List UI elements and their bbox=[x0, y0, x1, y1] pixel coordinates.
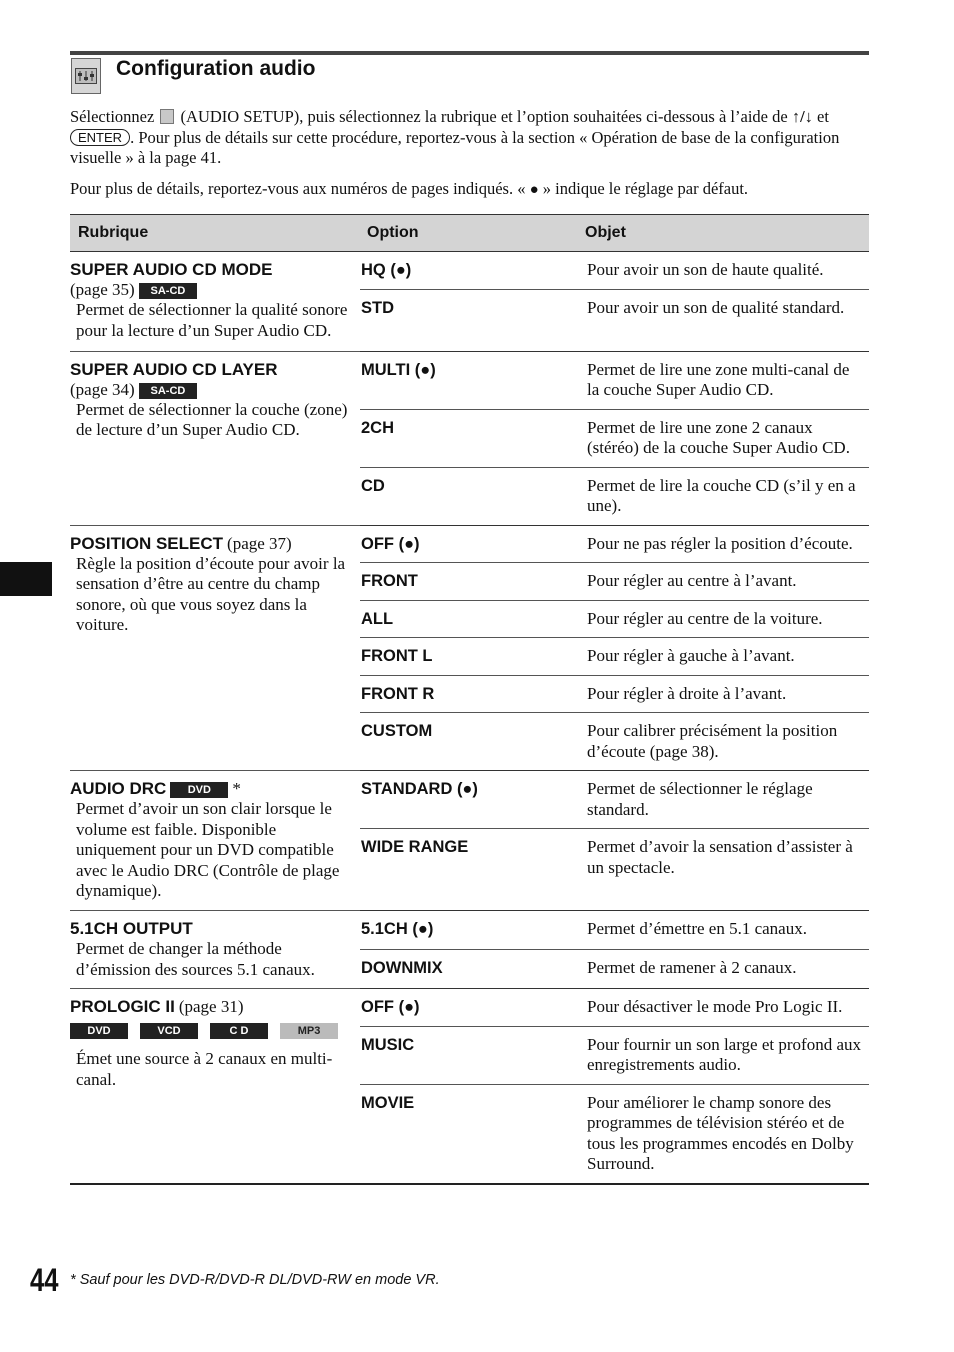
rubrique-desc: Permet de changer la méthode d’émission des sources 5.1 canaux. bbox=[76, 939, 315, 979]
objet-cell: Permet de ramener à 2 canaux. bbox=[578, 950, 869, 989]
sacd-badge: SA-CD bbox=[139, 283, 197, 299]
intro-paragraph: Sélectionnez (AUDIO SETUP), puis sélectionnez la rubrique et l’option souhaitées ci-dessous à l’aide de ↑/↓ et ENTER . Pour plus de détails sur cette procédure, reportez-vous à la section « Opération de base de la configuration visuelle » à la page 41. bbox=[70, 107, 840, 167]
page-ref: (page 35) bbox=[70, 280, 135, 299]
table-header-row bbox=[70, 215, 869, 252]
rubrique-cell bbox=[70, 525, 360, 771]
col-header-objet: Objet bbox=[578, 215, 869, 252]
audio-setup-inline-icon bbox=[160, 109, 174, 124]
rubrique-cell bbox=[70, 911, 360, 989]
footnote-mark: * bbox=[70, 1272, 76, 1288]
option-cell: FRONT L bbox=[360, 638, 578, 676]
option-cell: STD bbox=[360, 289, 578, 351]
option-cell: HQ (●) bbox=[360, 252, 578, 290]
objet-cell: Permet d’avoir la sensation d’assister à un spectacle. bbox=[578, 829, 869, 911]
option-cell: MUSIC bbox=[360, 1026, 578, 1084]
rubrique-desc: Émet une source à 2 canaux en multi-canal. bbox=[76, 1049, 333, 1089]
objet-cell: Pour fournir un son large et profond aux enregistrements audio. bbox=[578, 1026, 869, 1084]
objet-cell: Permet de lire une zone 2 canaux (stéréo) de la couche Super Audio CD. bbox=[578, 409, 869, 467]
objet-cell: Permet de lire la couche CD (s’il y en a une). bbox=[578, 467, 869, 525]
objet-cell: Permet d’émettre en 5.1 canaux. bbox=[578, 911, 869, 950]
option-cell: MULTI (●) bbox=[360, 351, 578, 409]
table-row bbox=[70, 252, 869, 290]
rubrique-cell bbox=[70, 252, 360, 352]
rubrique-cell bbox=[70, 351, 360, 525]
default-note: Pour plus de détails, reportez-vous aux numéros de pages indiqués. « ● » indique le réglage par défaut. bbox=[70, 179, 749, 198]
table-row bbox=[70, 351, 869, 409]
dvd-badge: DVD bbox=[70, 1023, 128, 1039]
option-cell: OFF (●) bbox=[360, 989, 578, 1027]
up-down-arrows-icon: ↑/↓ bbox=[791, 107, 813, 126]
col-header-option: Option bbox=[360, 215, 578, 252]
cd-badge: C D bbox=[210, 1023, 268, 1039]
option-cell: DOWNMIX bbox=[360, 950, 578, 989]
option-cell: MOVIE bbox=[360, 1084, 578, 1184]
objet-cell: Pour avoir un son de qualité standard. bbox=[578, 289, 869, 351]
option-cell: 5.1CH (●) bbox=[360, 911, 578, 950]
option-cell: 2CH bbox=[360, 409, 578, 467]
rubrique-name: POSITION SELECT bbox=[70, 533, 224, 553]
option-cell: OFF (●) bbox=[360, 525, 578, 563]
page-number: 44 bbox=[30, 1262, 59, 1298]
objet-cell: Pour régler à droite à l’avant. bbox=[578, 675, 869, 713]
objet-cell: Permet de sélectionner le réglage standard. bbox=[578, 771, 869, 829]
rubrique-cell bbox=[70, 989, 360, 1184]
rubrique-name: PROLOGIC II bbox=[70, 997, 175, 1016]
format-badges bbox=[70, 1023, 360, 1039]
settings-table bbox=[70, 214, 869, 1185]
footnote bbox=[70, 1272, 440, 1288]
objet-cell: Pour désactiver le mode Pro Logic II. bbox=[578, 989, 869, 1027]
table-row bbox=[70, 911, 869, 950]
section-title: Configuration audio bbox=[116, 57, 316, 80]
option-cell: CD bbox=[360, 467, 578, 525]
page-ref: (page 31) bbox=[178, 997, 244, 1016]
dvd-badge: DVD bbox=[170, 782, 228, 798]
enter-key-icon: ENTER bbox=[70, 129, 130, 146]
footnote-text: Sauf pour les DVD-R/DVD-R DL/DVD-RW en mode VR. bbox=[79, 1272, 440, 1288]
page-ref: (page 37) bbox=[227, 533, 292, 553]
rubrique-desc: Permet de sélectionner la qualité sonore pour la lecture d’un Super Audio CD. bbox=[76, 300, 348, 340]
objet-cell: Pour améliorer le champ sonore des programmes de télévision stéréo et de tous les programmes encodés en Dolby Surround. bbox=[578, 1084, 869, 1184]
default-dot-icon: ● bbox=[529, 182, 539, 198]
rubrique-name: SUPER AUDIO CD MODE bbox=[70, 260, 273, 279]
option-cell: CUSTOM bbox=[360, 713, 578, 771]
rubrique-name: AUDIO DRC bbox=[70, 779, 167, 798]
mp3-badge: MP3 bbox=[280, 1023, 338, 1039]
vcd-badge: VCD bbox=[140, 1023, 198, 1039]
option-cell: ALL bbox=[360, 600, 578, 638]
rubrique-name: SUPER AUDIO CD LAYER bbox=[70, 359, 278, 379]
table-row bbox=[70, 525, 869, 563]
rubrique-name: 5.1CH OUTPUT bbox=[70, 919, 193, 938]
objet-cell: Pour régler au centre de la voiture. bbox=[578, 600, 869, 638]
rubrique-desc: Règle la position d’écoute pour avoir la sensation d’être au centre du champ sonore, où que vous soyez dans la voiture. bbox=[76, 553, 346, 634]
rubrique-desc: Permet d’avoir un son clair lorsque le volume est faible. Disponible uniquement pour un DVD compatible avec le Audio DRC (Contrôle de plage dynamique). bbox=[76, 799, 340, 900]
option-cell: WIDE RANGE bbox=[360, 829, 578, 911]
objet-cell: Pour calibrer précisément la position d’écoute (page 38). bbox=[578, 713, 869, 771]
col-header-rubrique: Rubrique bbox=[70, 215, 360, 252]
objet-cell: Pour régler à gauche à l’avant. bbox=[578, 638, 869, 676]
table-row bbox=[70, 771, 869, 829]
footnote-star: * bbox=[232, 779, 241, 798]
objet-cell: Pour régler au centre à l’avant. bbox=[578, 563, 869, 601]
objet-cell: Pour avoir un son de haute qualité. bbox=[578, 252, 869, 290]
sacd-badge: SA-CD bbox=[139, 383, 197, 399]
rubrique-desc: Permet de sélectionner la couche (zone) de lecture d’un Super Audio CD. bbox=[76, 399, 348, 439]
table-row bbox=[70, 989, 869, 1027]
audio-setup-icon bbox=[71, 58, 101, 94]
header-rule bbox=[70, 51, 869, 55]
rubrique-cell bbox=[70, 771, 360, 911]
section-tab-marker bbox=[0, 562, 52, 596]
option-cell: FRONT R bbox=[360, 675, 578, 713]
option-cell: FRONT bbox=[360, 563, 578, 601]
page-ref: (page 34) bbox=[70, 379, 135, 399]
option-cell: STANDARD (●) bbox=[360, 771, 578, 829]
objet-cell: Pour ne pas régler la position d’écoute. bbox=[578, 525, 869, 563]
objet-cell: Permet de lire une zone multi-canal de la couche Super Audio CD. bbox=[578, 351, 869, 409]
